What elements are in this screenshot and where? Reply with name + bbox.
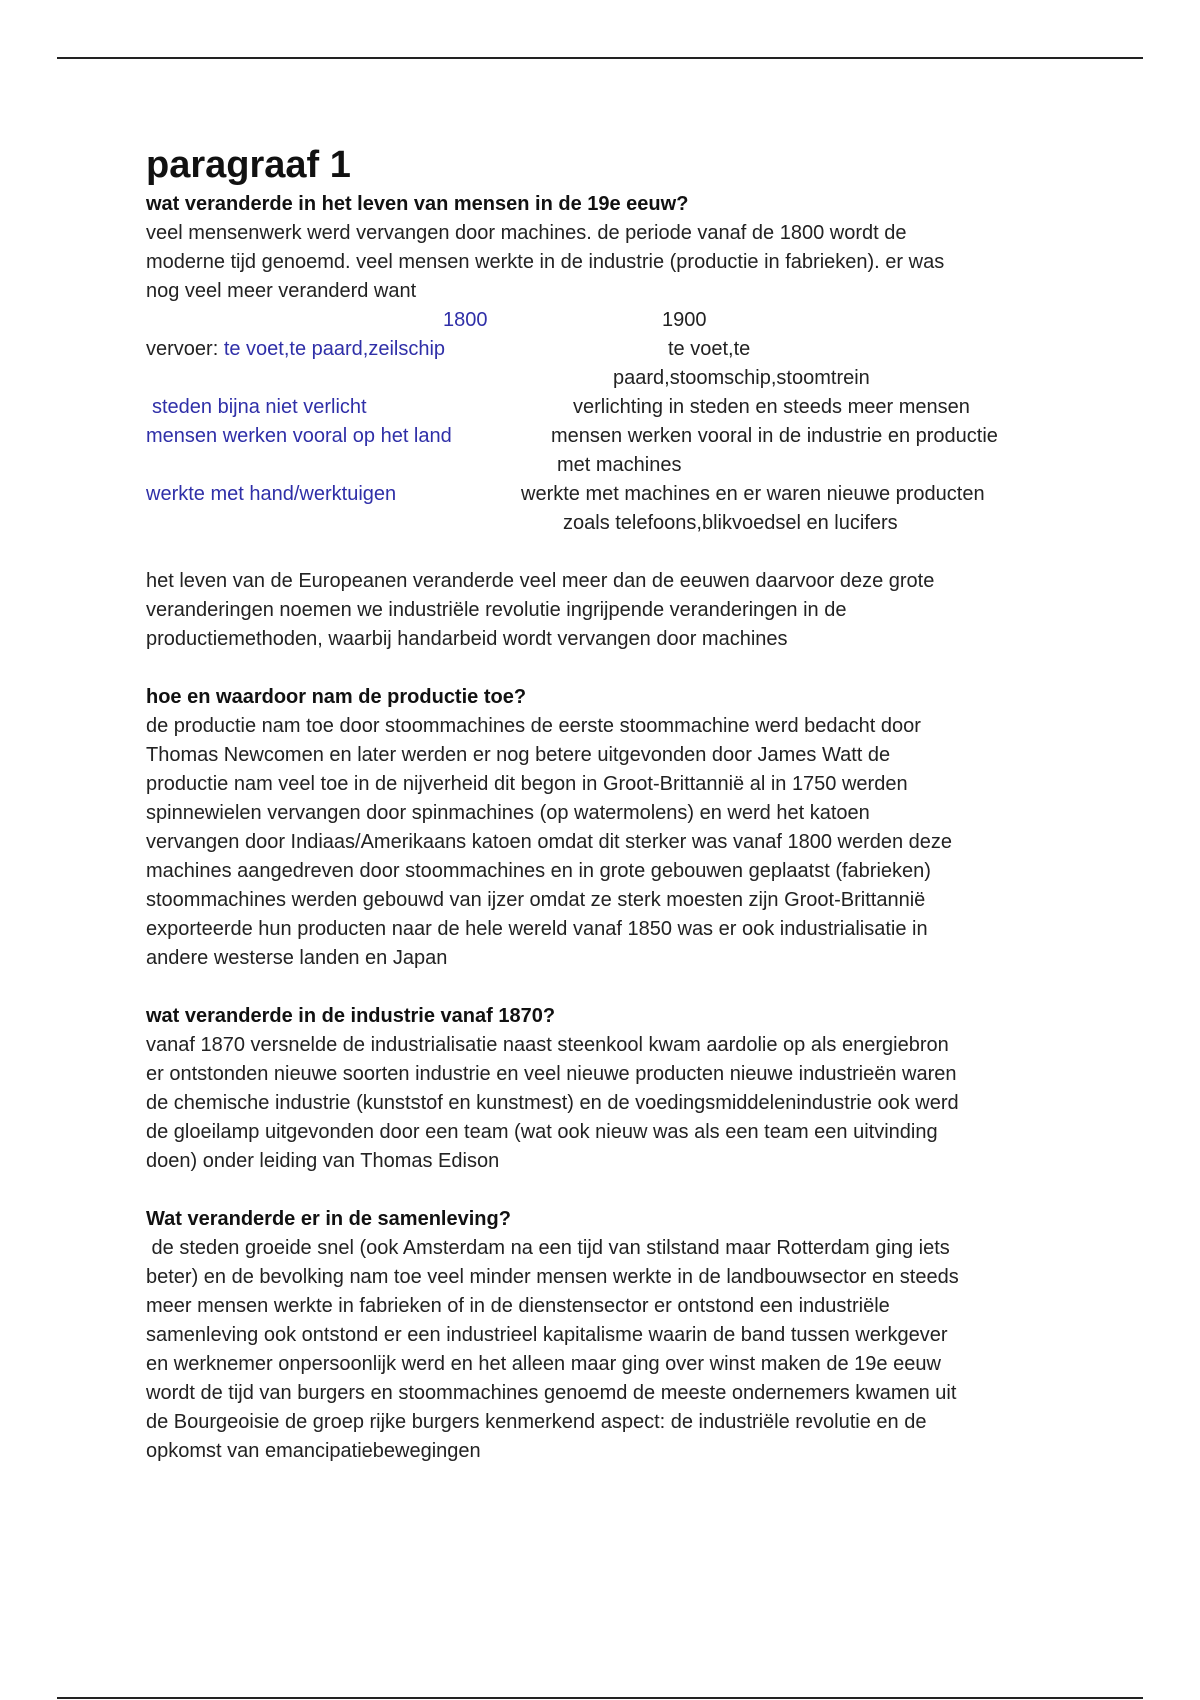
section1-outro-line: veranderingen noemen we industriële revolutie ingrijpende veranderingen in de (146, 599, 847, 621)
section2-line: machines aangedreven door stoommachines en in grote gebouwen geplaatst (fabrieken) (146, 860, 931, 882)
section2-line: andere westerse landen en Japan (146, 947, 448, 969)
spacer (146, 538, 1066, 567)
section1-outro-line: het leven van de Europeanen veranderde veel meer dan de eeuwen daarvoor deze grote (146, 570, 935, 592)
page-title: paragraaf 1 (146, 144, 351, 186)
transport-row (146, 335, 445, 364)
transport-1900-line2: paard,stoomschip,stoomtrein (613, 367, 870, 389)
section2-line: de productie nam toe door stoommachines de eerste stoommachine werd bedacht door (146, 715, 921, 737)
section4-heading: Wat veranderde er in de samenleving? (146, 1208, 511, 1230)
spacer (146, 973, 1066, 1002)
cities-1900: verlichting in steden en steeds meer mensen (573, 396, 970, 418)
cities-1800: steden bijna niet verlicht (152, 396, 367, 418)
section4-line: de Bourgeoisie de groep rijke burgers kenmerkend aspect: de industriële revolutie en de (146, 1411, 927, 1433)
section2-line: exporteerde hun producten naar de hele wereld vanaf 1850 was er ook industrialisatie in (146, 918, 928, 940)
section4-line: de steden groeide snel (ook Amsterdam na een tijd van stilstand maar Rotterdam ging iets (146, 1237, 950, 1259)
top-rule (57, 57, 1143, 59)
section4-line: beter) en de bevolking nam toe veel minder mensen werkte in de landbouwsector en steeds (146, 1266, 959, 1288)
section2-line: productie nam veel toe in de nijverheid dit begon in Groot-Brittannië al in 1750 werden (146, 773, 908, 795)
section3-line: de gloeilamp uitgevonden door een team (wat ook nieuw was als een team een uitvinding (146, 1121, 938, 1143)
section3-line: er ontstonden nieuwe soorten industrie en veel nieuwe producten nieuwe industrieën waren (146, 1063, 957, 1085)
tools-1900-line2: zoals telefoons,blikvoedsel en lucifers (563, 512, 898, 534)
transport-1800: te voet,te paard,zeilschip (223, 338, 446, 360)
transport-label: vervoer: (146, 338, 224, 360)
section1-intro-line: veel mensenwerk werd vervangen door machines. de periode vanaf de 1800 wordt de (146, 222, 907, 244)
section3-line: vanaf 1870 versnelde de industrialisatie naast steenkool kwam aardolie op als energiebron (146, 1034, 949, 1056)
section2-line: spinnewielen vervangen door spinmachines (op watermolens) en werd het katoen (146, 802, 870, 824)
work-1900-line2: met machines (557, 454, 682, 476)
document-body (146, 140, 1066, 1466)
section4-line: samenleving ook ontstond er een industrieel kapitalisme waarin de band tussen werkgever (146, 1324, 948, 1346)
section4-line: en werknemer onpersoonlijk werd en het alleen maar ging over winst maken de 19e eeuw (146, 1353, 941, 1375)
section2-line: Thomas Newcomen en later werden er nog betere uitgevonden door James Watt de (146, 744, 891, 766)
section3-heading: wat veranderde in de industrie vanaf 1870? (146, 1005, 556, 1027)
comparison-table (146, 306, 1066, 538)
tools-1900-line1: werkte met machines en er waren nieuwe producten (521, 483, 985, 505)
section4-line: wordt de tijd van burgers en stoommachines genoemd de meeste ondernemers kwamen uit (146, 1382, 957, 1404)
spacer (146, 654, 1066, 683)
tools-1800: werkte met hand/werktuigen (146, 483, 397, 505)
year-1800-header: 1800 (443, 309, 488, 331)
transport-1900-line1: te voet,te (668, 338, 751, 360)
year-1900-header: 1900 (662, 309, 707, 331)
work-1800: mensen werken vooral op het land (146, 425, 452, 447)
section4-line: meer mensen werkte in fabrieken of in de dienstensector er ontstond een industriële (146, 1295, 890, 1317)
section2-line: stoommachines werden gebouwd van ijzer omdat ze sterk moesten zijn Groot-Brittannië (146, 889, 926, 911)
work-1900-line1: mensen werken vooral in de industrie en productie (551, 425, 998, 447)
section3-line: doen) onder leiding van Thomas Edison (146, 1150, 500, 1172)
bottom-rule (57, 1697, 1143, 1699)
section1-intro-line: moderne tijd genoemd. veel mensen werkte in de industrie (productie in fabrieken). er was (146, 251, 945, 273)
section2-line: vervangen door Indiaas/Amerikaans katoen omdat dit sterker was vanaf 1800 werden deze (146, 831, 953, 853)
section1-intro-line: nog veel meer veranderd want (146, 280, 417, 302)
section1-heading: wat veranderde in het leven van mensen in de 19e eeuw? (146, 193, 689, 215)
spacer (146, 1176, 1066, 1205)
section3-line: de chemische industrie (kunststof en kunstmest) en de voedingsmiddelenindustrie ook werd (146, 1092, 959, 1114)
section2-heading: hoe en waardoor nam de productie toe? (146, 686, 527, 708)
section4-line: opkomst van emancipatiebewegingen (146, 1440, 481, 1462)
section1-outro-line: productiemethoden, waarbij handarbeid wordt vervangen door machines (146, 628, 788, 650)
